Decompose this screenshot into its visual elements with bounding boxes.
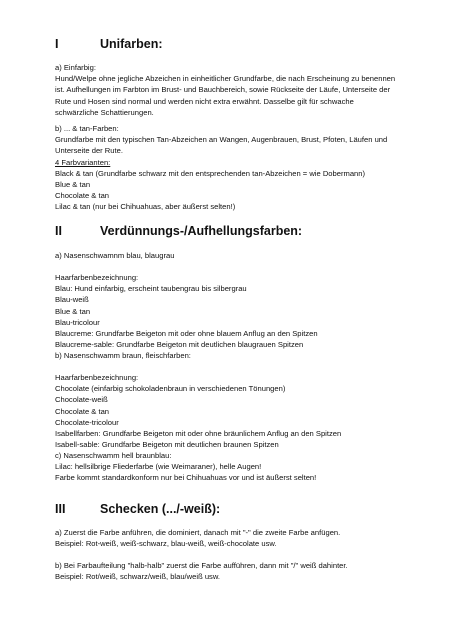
paragraph-heading: b) Nasenschwamm braun, fleischfarben: bbox=[55, 351, 191, 360]
farbvarianten-heading: 4 Farbvarianten: bbox=[55, 157, 111, 167]
list-item: Chocolate (einfarbig schokoladenbraun in verschiedenen Tönungen) bbox=[55, 384, 286, 394]
text-line: Rute und Hosen sind normal und werden nicht extra erwähnt. Dasselbe gilt für schwache bbox=[55, 96, 354, 106]
text-line: Hund/Welpe ohne jegliche Abzeichen in einheitlicher Grundfarbe, die nach Erscheinung zu benennen bbox=[55, 74, 396, 84]
list-item: Chocolate-tricolour bbox=[55, 417, 119, 427]
section-heading bbox=[55, 224, 415, 239]
text-line: Lilac: hellsilbrige Fliederfarbe (wie Weimaraner), helle Augen! bbox=[55, 462, 262, 472]
list-item: Blau-weiß bbox=[55, 295, 89, 305]
paragraph-nasenschwamm-hell bbox=[55, 450, 415, 484]
section-verduennungsfarben bbox=[55, 224, 415, 239]
paragraph-schecken-a bbox=[55, 527, 415, 549]
section-title: Schecken (.../-weiß): bbox=[100, 502, 221, 516]
list-item: Blue & tan bbox=[55, 306, 91, 316]
section-number: III bbox=[55, 502, 66, 516]
list-braun bbox=[55, 372, 415, 450]
text-line: Beispiel: Rot/weiß, schwarz/weiß, blau/weiß usw. bbox=[55, 572, 221, 582]
text-line: Grundfarbe mit den typischen Tan-Abzeichen an Wangen, Augenbrauen, Brust, Pfoten, Läufen und bbox=[55, 135, 388, 145]
section-heading bbox=[55, 502, 415, 517]
text-line: a) Zuerst die Farbe anführen, die dominiert, danach mit "-" die zweite Farbe anfügen. bbox=[55, 528, 341, 537]
list-item: Blau-tricolour bbox=[55, 317, 100, 327]
paragraph-nasenschwamm-blau bbox=[55, 250, 415, 261]
list-item: Blau: Hund einfarbig, erscheint taubengrau bis silbergrau bbox=[55, 284, 247, 294]
list-item: Chocolate & tan bbox=[55, 191, 110, 201]
list-item: Chocolate & tan bbox=[55, 406, 110, 416]
list-item: Blaucreme-sable: Grundfarbe Beigeton mit deutlichen blaugrauen Spitzen bbox=[55, 340, 304, 350]
section-title: Verdünnungs-/Aufhellungsfarben: bbox=[100, 224, 303, 238]
paragraph-heading: a) Einfarbig: bbox=[55, 63, 96, 72]
paragraph-tan-farben bbox=[55, 123, 415, 213]
list-heading: Haarfarbenbezeichnung: bbox=[55, 273, 139, 282]
paragraph-heading: a) Nasenschwamnm blau, blaugrau bbox=[55, 251, 175, 260]
section-number: II bbox=[55, 224, 62, 238]
section-unifarben bbox=[55, 37, 415, 52]
paragraph-nasenschwamm-braun bbox=[55, 350, 415, 361]
text-line: b) Bei Farbaufteilung "halb-halb" zuerst die Farbe aufführen, dann mit "/" weiß dahinter. bbox=[55, 561, 348, 570]
text-line: schwärzliche Schattierungen. bbox=[55, 107, 154, 117]
section-schecken bbox=[55, 502, 415, 517]
paragraph-einfarbig bbox=[55, 62, 415, 118]
list-item: Black & tan (Grundfarbe schwarz mit den entsprechenden tan-Abzeichen = wie Dobermann) bbox=[55, 168, 366, 178]
list-item: Isabellfarben: Grundfarbe Beigeton mit oder ohne bräunlichem Anflug an den Spitzen bbox=[55, 429, 342, 439]
paragraph-heading: b) ... & tan-Farben: bbox=[55, 124, 119, 133]
text-line: Beispiel: Rot-weiß, weiß-schwarz, blau-weiß, weiß-chocolate usw. bbox=[55, 539, 277, 549]
paragraph-schecken-b bbox=[55, 560, 415, 582]
list-blau bbox=[55, 272, 415, 350]
section-number: I bbox=[55, 37, 59, 51]
list-item: Lilac & tan (nur bei Chihuahuas, aber äußerst selten!) bbox=[55, 202, 236, 212]
list-item: Blaucreme: Grundfarbe Beigeton mit oder ohne blauem Anflug an den Spitzen bbox=[55, 329, 318, 339]
paragraph-heading: c) Nasenschwamm hell braunblau: bbox=[55, 451, 172, 460]
list-item: Blue & tan bbox=[55, 180, 91, 190]
section-title: Unifarben: bbox=[100, 37, 163, 51]
list-heading: Haarfarbenbezeichnung: bbox=[55, 373, 139, 382]
list-item: Chocolate-weiß bbox=[55, 395, 108, 405]
list-item: Isabell-sable: Grundfarbe Beigeton mit deutlichen braunen Spitzen bbox=[55, 440, 279, 450]
section-heading bbox=[55, 37, 415, 52]
text-line: Unterseite der Rute. bbox=[55, 146, 123, 156]
text-line: ist. Aufhellungen im Farbton im Brust- und Bauchbereich, sowie Rückseite der Läufe, Unterseite der bbox=[55, 85, 391, 95]
text-line: Farbe kommt standardkonform nur bei Chihuahuas vor und ist äußerst selten! bbox=[55, 473, 317, 483]
